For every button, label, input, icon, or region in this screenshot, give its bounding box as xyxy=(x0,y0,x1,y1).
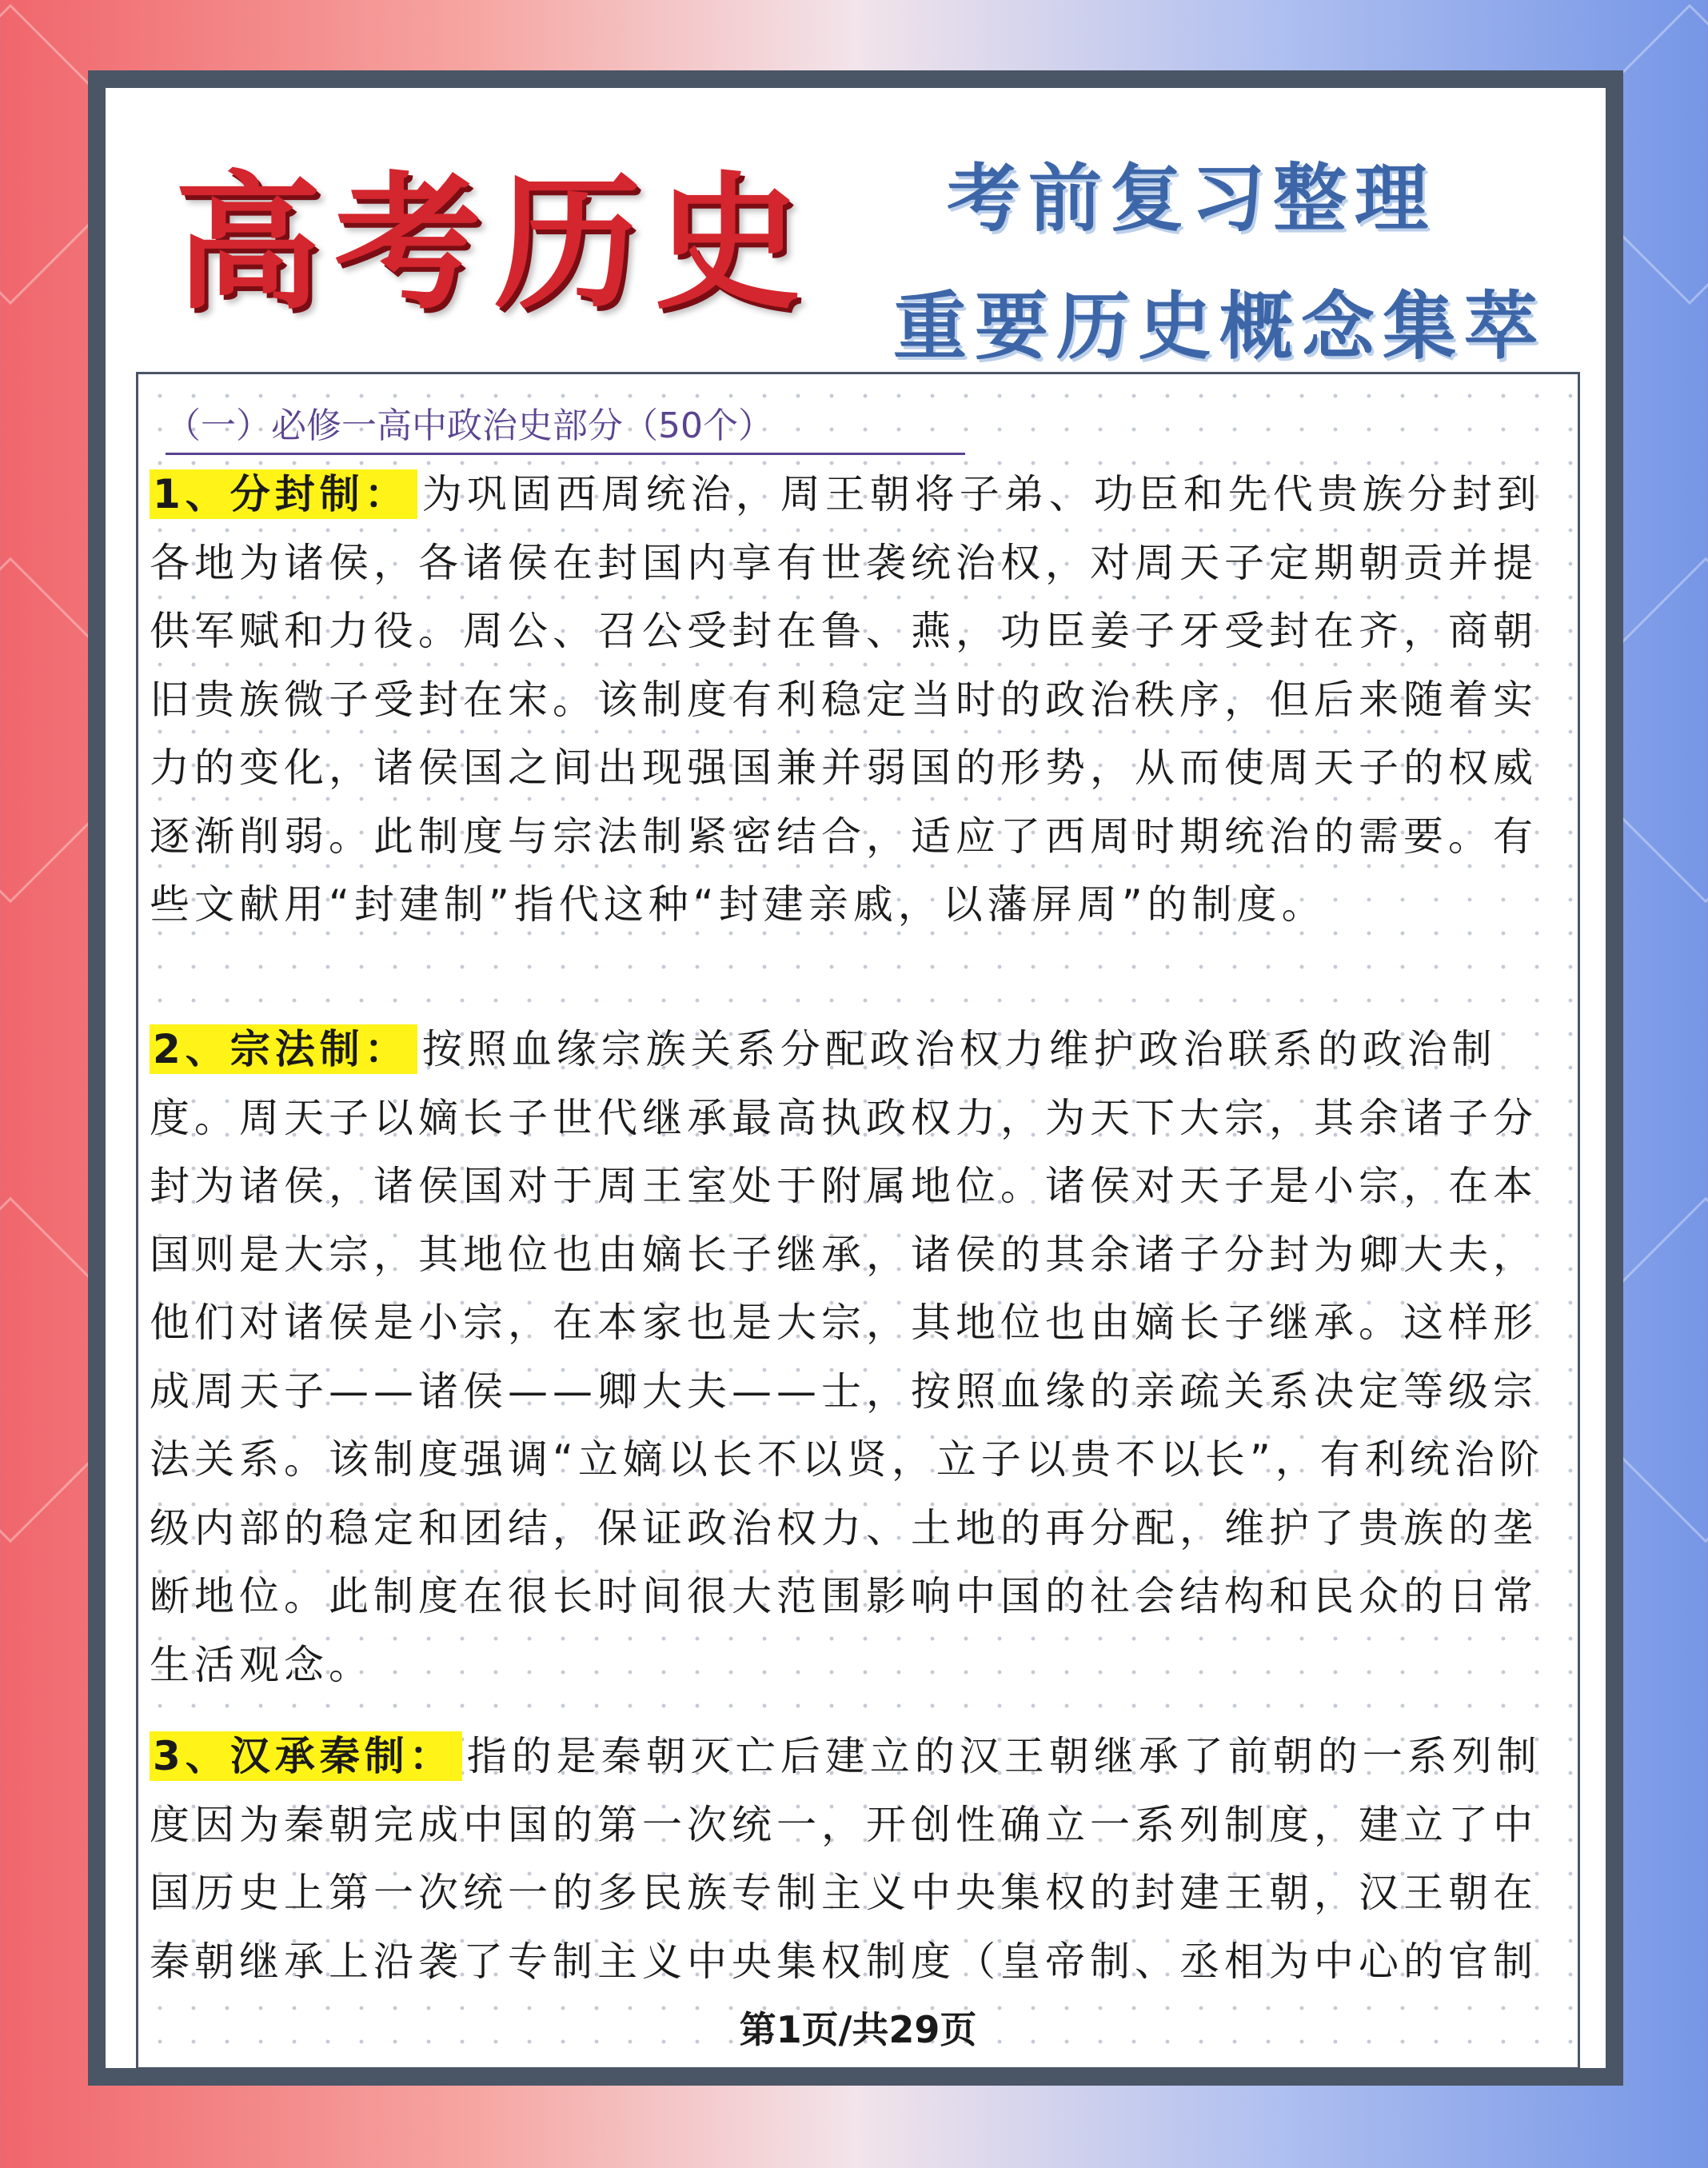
entry-term: 1、分封制： xyxy=(150,469,417,519)
entry-text: 指的是秦朝灭亡后建立的汉王朝继承了前朝的一系列制度因为秦朝完成中国的第一次统一，开创性确立一系列制度，建立了中国历史上第一次统一的多民族专制主义中央集权的封建王朝，汉王朝在秦朝继承上沿袭了专制主义中央集权制度（皇帝制、丞相为中心的官制 xyxy=(150,1733,1542,1985)
entry-paragraph xyxy=(150,461,1566,940)
subtitle-line-2: 重要历史概念集萃 xyxy=(892,284,1546,369)
entry-text: 为巩固西周统治，周王朝将子弟、功臣和先代贵族分封到各地为诸侯，各诸侯在封国内享有世袭统治权，对周天子定期朝贡并提供军赋和力役。周公、召公受封在鲁、燕，功臣姜子牙受封在齐，商朝旧贵族微子受封在宋。该制度有利稳定当时的政治秩序，但后来随着实力的变化，诸侯国之间出现强国兼并弱国的形势，从而使周天子的权威逐渐削弱。此制度与宗法制紧密结合，适应了西周时期统治的需要。有些文献用“封建制”指代这种“封建亲戚，以藩屏周”的制度。 xyxy=(150,471,1542,928)
page-indicator: 第1页/共29页 xyxy=(739,2008,977,2051)
section-heading: （一）必修一高中政治史部分（50个） xyxy=(166,397,965,455)
entry-term: 2、宗法制： xyxy=(150,1024,417,1074)
entry-paragraph xyxy=(150,1016,1566,1699)
content-panel xyxy=(136,372,1580,2070)
page-title: 高考历史 xyxy=(174,158,815,329)
entry-paragraph xyxy=(150,1723,1566,1996)
entry-text: 按照血缘宗族关系分配政治权力维护政治联系的政治制度。周天子以嫡长子世代继承最高执政权力，为天下大宗，其余诸子分封为诸侯，诸侯国对于周王室处于附属地位。诸侯对天子是小宗，在本国则是大宗，其地位也由嫡长子继承，诸侯的其余诸子分封为卿大夫，他们对诸侯是小宗，在本家也是大宗，其地位也由嫡长子继承。这样形成周天子——诸侯——卿大夫——士，按照血缘的亲疏关系决定等级宗法关系。该制度强调“立嫡以长不以贤，立子以贵不以长”，有利统治阶级内部的稳定和团结，保证政治权力、土地的再分配，维护了贵族的垄断地位。此制度在很长时间很大范围影响中国的社会结构和民众的日常生活观念。 xyxy=(150,1026,1544,1688)
subtitle-line-1: 考前复习整理 xyxy=(946,156,1436,242)
entry-term: 3、汉承秦制： xyxy=(150,1731,462,1781)
